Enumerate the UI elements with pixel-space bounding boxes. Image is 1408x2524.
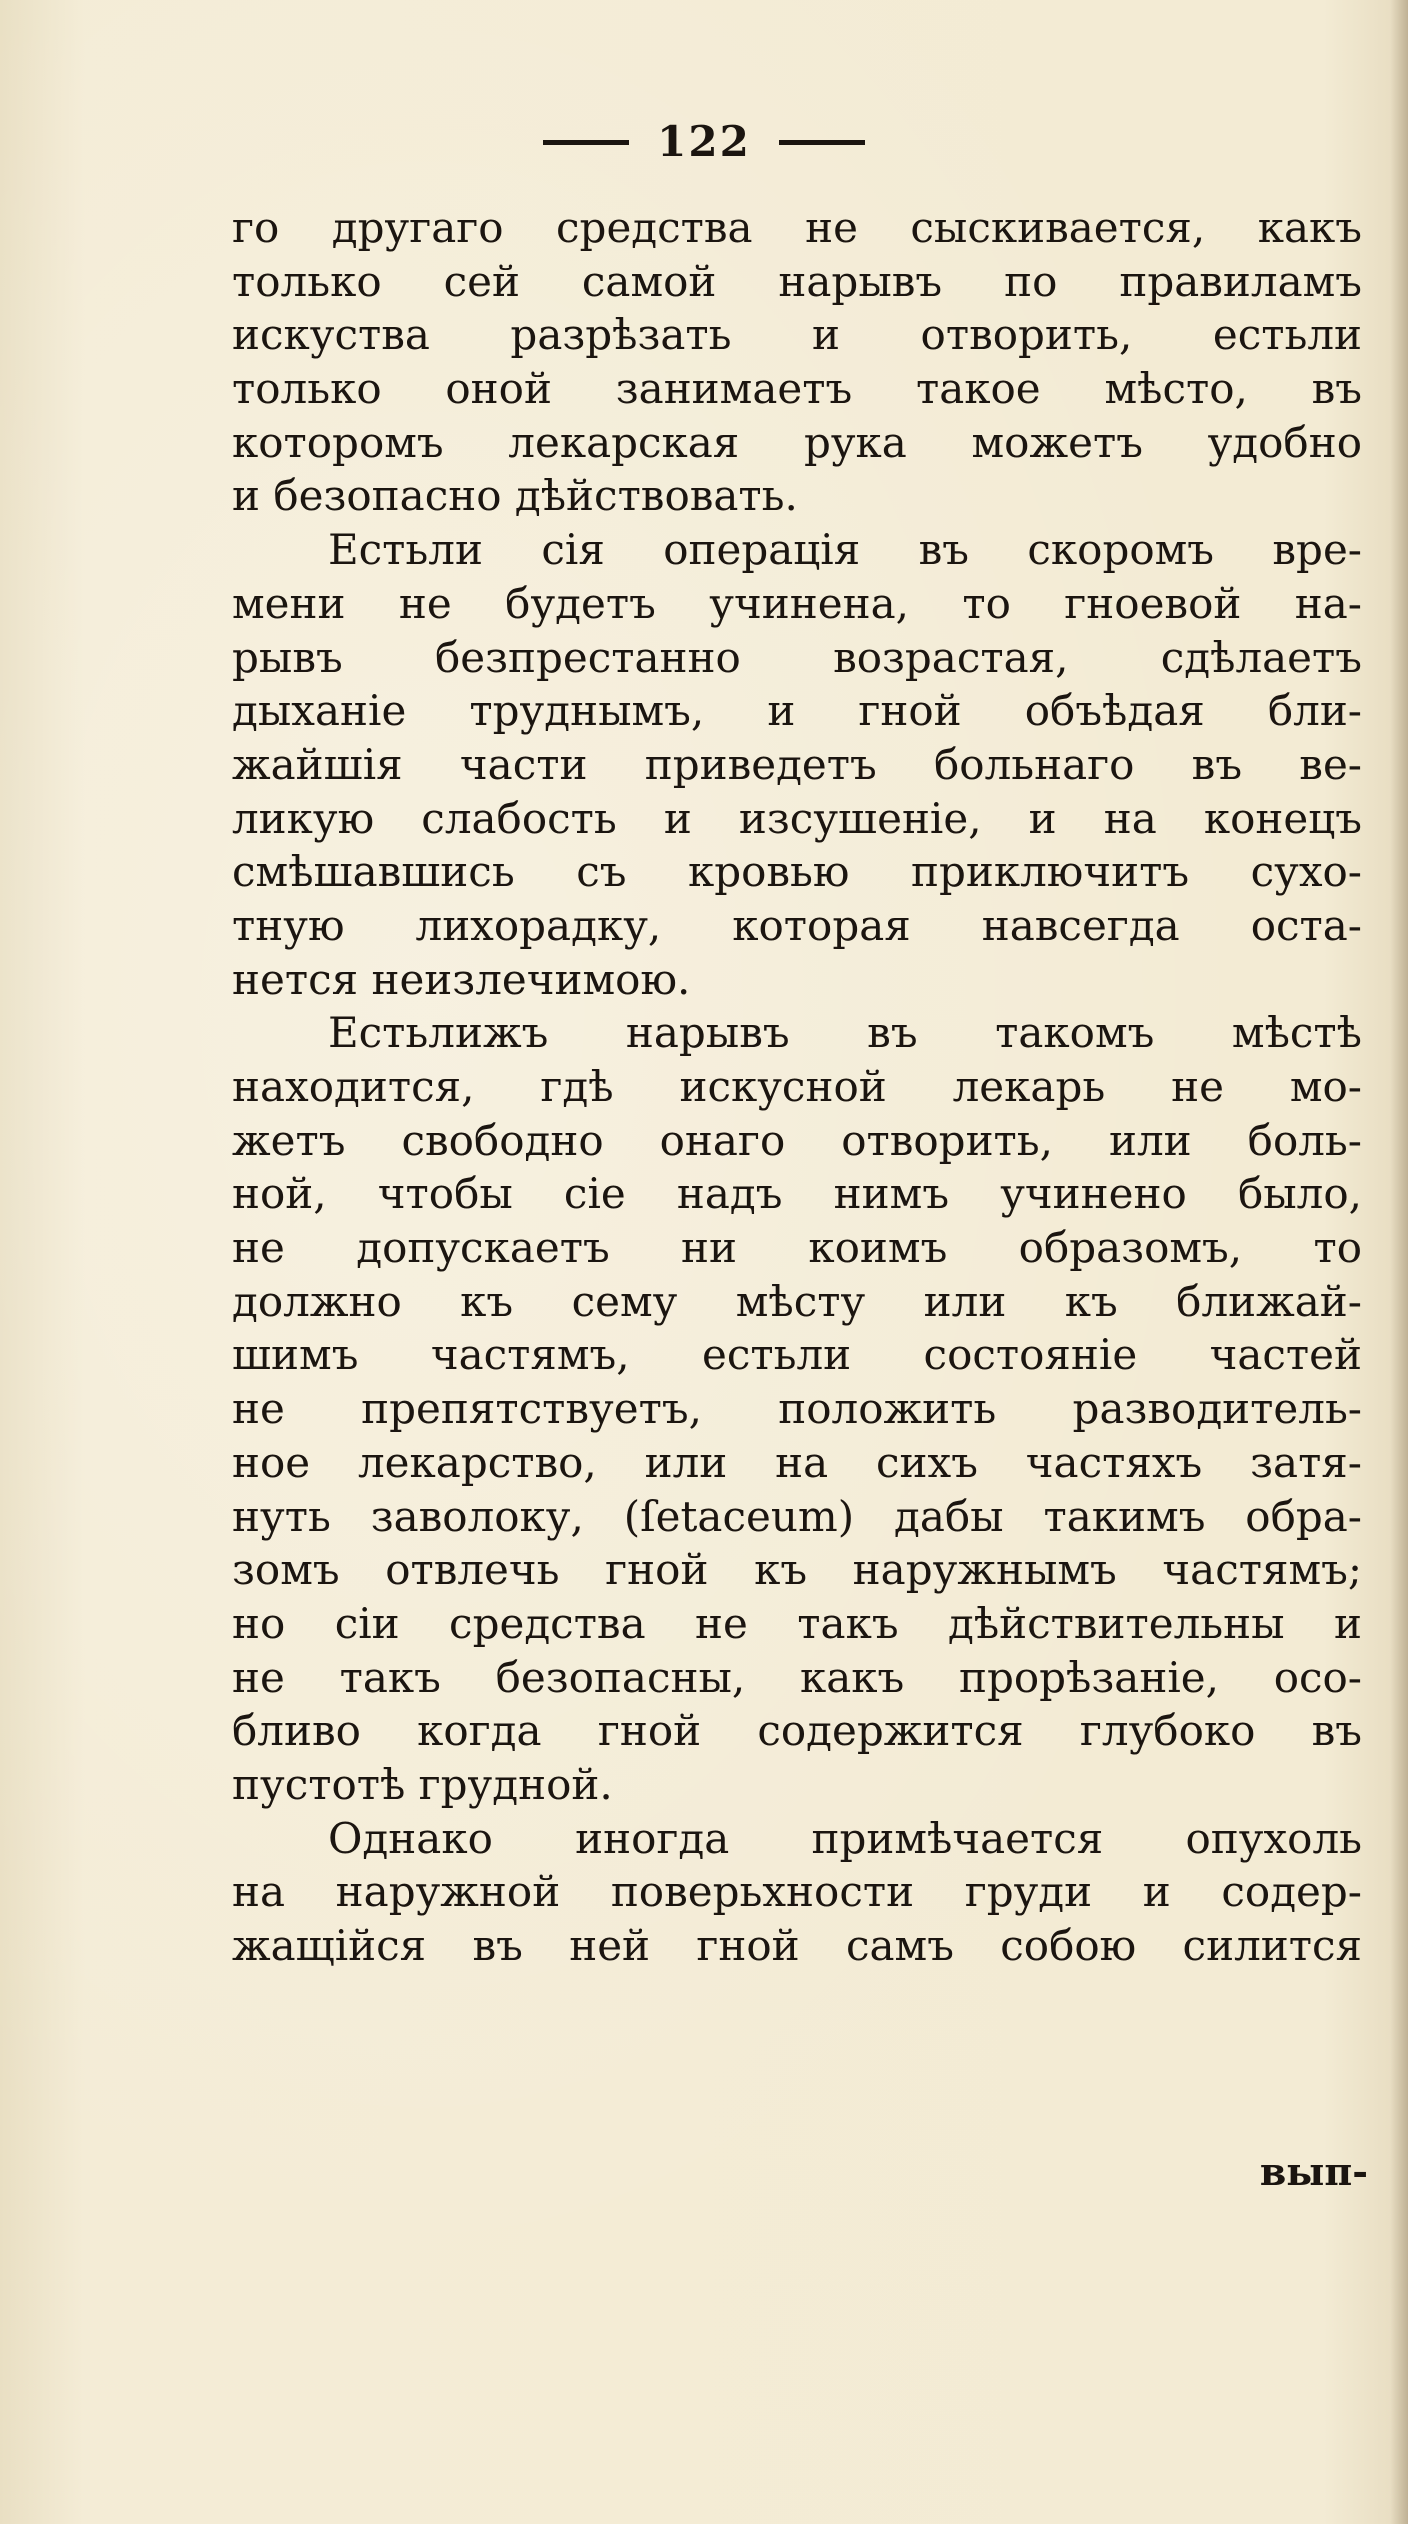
text-line: пустотѣ грудной.: [232, 1759, 613, 1809]
text-line: Естьлижъ нарывъ въ такомъ мѣстѣ: [328, 1008, 1362, 1058]
text-line: дыханіе труднымъ, и гной объѣдая бли-: [232, 686, 1362, 736]
text-line: нуть заволоку, (ſetaceum) дабы такимъ обра-: [232, 1491, 1362, 1541]
text-line: только сей самой нарывъ по правиламъ: [232, 256, 1362, 306]
text-line: на наружной поверьхности груди и содер-: [232, 1867, 1362, 1917]
text-line: Однако иногда примѣчается опухоль: [328, 1813, 1362, 1863]
text-line: но сіи средства не такъ дѣйствительны и: [232, 1598, 1362, 1648]
header-rule-right: [779, 140, 865, 145]
text-line: только оной занимаетъ такое мѣсто, въ: [232, 364, 1362, 414]
body-text: [232, 201, 1362, 1973]
text-line: ное лекарство, или на сихъ частяхъ затя-: [232, 1437, 1362, 1487]
text-line: тную лихорадку, которая навсегда оста-: [232, 900, 1362, 950]
catchword: вып-: [1259, 2149, 1368, 2194]
text-line: не допускаетъ ни коимъ образомъ, то: [232, 1223, 1362, 1273]
text-line: го другаго средства не сыскивается, какъ: [232, 203, 1362, 252]
text-line: и безопасно дѣйствовать.: [232, 471, 798, 521]
page-header: [0, 112, 1408, 172]
text-line: зомъ отвлечь гной къ наружнымъ частямъ;: [232, 1545, 1362, 1595]
text-line: которомъ лекарская рука можетъ удобно: [232, 417, 1362, 467]
page-edge-shadow: [1390, 0, 1408, 2524]
text-line: ной, чтобы сіе надъ нимъ учинено было,: [232, 1169, 1362, 1219]
text-line: нется неизлечимою.: [232, 954, 691, 1004]
text-line: рывъ безпрестанно возрастая, сдѣлаетъ: [232, 632, 1362, 682]
page-number: 122: [657, 117, 751, 166]
text-line: находится, гдѣ искусной лекарь не мо-: [232, 1062, 1362, 1111]
text-line: должно къ сему мѣсту или къ ближай-: [232, 1276, 1362, 1326]
text-line: смѣшавшись съ кровью приключитъ сухо-: [232, 847, 1362, 897]
text-line: искуства разрѣзать и отворить, естьли: [232, 310, 1362, 360]
text-line: шимъ частямъ, естьли состояніе частей: [232, 1330, 1362, 1380]
text-line: Естьли сія операція въ скоромъ вре-: [328, 525, 1362, 575]
text-line: жетъ свободно онаго отворить, или боль-: [232, 1115, 1362, 1165]
text-line: не препятствуетъ, положить разводитель-: [232, 1384, 1362, 1434]
text-line: бливо когда гной содержится глубоко въ: [232, 1706, 1362, 1756]
text-line: мени не будетъ учинена, то гноевой на-: [232, 578, 1362, 628]
text-line: ликую слабость и изсушеніе, и на конецъ: [232, 793, 1362, 843]
text-line: жащійся въ ней гной самъ собою силится: [232, 1921, 1362, 1970]
header-rule-left: [543, 140, 629, 145]
text-line: не такъ безопасны, какъ прорѣзаніе, осо-: [232, 1652, 1362, 1702]
text-line: жайшія части приведетъ больнаго въ ве-: [232, 739, 1362, 789]
